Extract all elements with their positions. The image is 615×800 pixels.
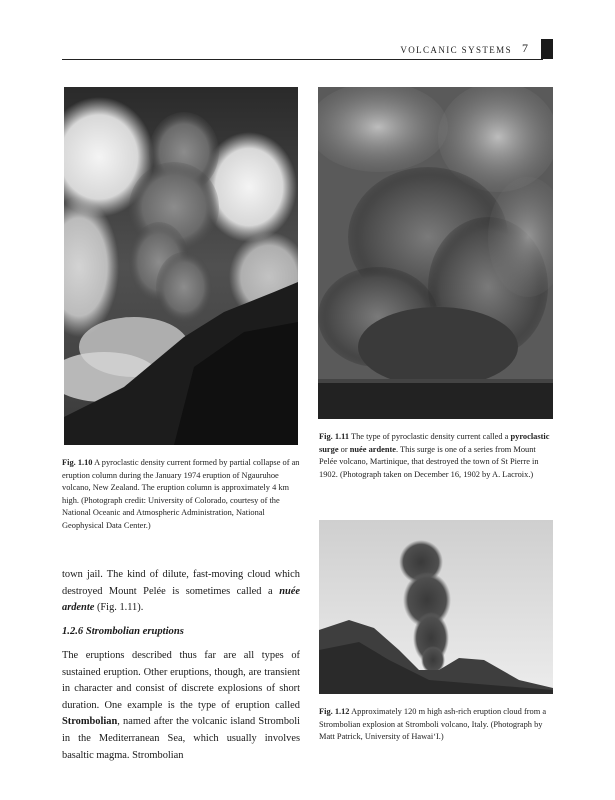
figure-1-10-label: Fig. 1.10: [62, 458, 93, 467]
header-rule: [62, 59, 543, 60]
paragraph-2-text-a: The eruptions described thus far are all types of sustained eruption. Other eruptions, though, are transient in character and consist of discrete explosions of short duration. One example is the type of eruption called: [62, 650, 300, 711]
body-paragraph-2: [62, 648, 300, 764]
paragraph-2-term: Strombolian: [62, 716, 118, 728]
figure-1-11-caption-a: The type of pyroclastic density current called a: [350, 432, 509, 441]
figure-1-11-term-surge: pyroclastic surge: [319, 432, 550, 454]
figure-1-11-caption-b: . This surge is one of a series from Mount Pelée volcano, Martinique, that destroyed the town of St Pierre in 1902. (Photograph taken on December 16, 1902 by A. Lacroix.): [319, 444, 539, 479]
figure-1-12-label: Fig. 1.12: [319, 707, 350, 716]
figure-1-11-label: Fig. 1.11: [319, 432, 350, 441]
section-heading: 1.2.6 Strombolian eruptions: [62, 626, 184, 637]
paragraph-1-text-b: (Fig. 1.11).: [96, 602, 144, 614]
figure-1-11-photo: [318, 87, 553, 419]
figure-1-12-caption: [319, 706, 555, 744]
page-number: 7: [522, 41, 528, 55]
paragraph-2-text-b: , named after the volcanic island Stromboli in the Mediterranean Sea, which usually involves basaltic magma. Strombolian: [62, 716, 300, 761]
figure-1-10-photo: [64, 87, 298, 445]
figure-1-10-caption: [62, 457, 300, 533]
running-title: VOLCANIC SYSTEMS: [400, 45, 512, 55]
figure-1-12-photo: [319, 520, 553, 694]
body-paragraph-1: [62, 567, 300, 617]
figure-1-12-caption-text: Approximately 120 m high ash-rich eruption cloud from a Strombolian explosion at Stromboli volcano, Italy. (Photograph by Matt Patrick, University of Hawai‘I.): [319, 707, 547, 742]
figure-1-11-term-nuee: nuée ardente: [349, 444, 397, 454]
figure-1-11-joiner: or: [340, 444, 348, 454]
figure-1-11-caption: [319, 431, 555, 481]
paragraph-1-text-a: town jail. The kind of dilute, fast-moving cloud which destroyed Mount Pelée is sometimes called a: [62, 569, 300, 597]
header-tab-marker: [541, 39, 553, 59]
figure-1-10-caption-text: A pyroclastic density current formed by partial collapse of an eruption column during the January 1974 eruption of Ngauruhoe volcano, New Zealand. The eruption column is approximately 4 km high. (Photograph credit: University of Colorado, courtesy of the National Oceanic and Atmospheric Administration, National Geophysical Data Center.): [62, 458, 300, 530]
paragraph-1-term: nuée ardente: [62, 585, 300, 614]
